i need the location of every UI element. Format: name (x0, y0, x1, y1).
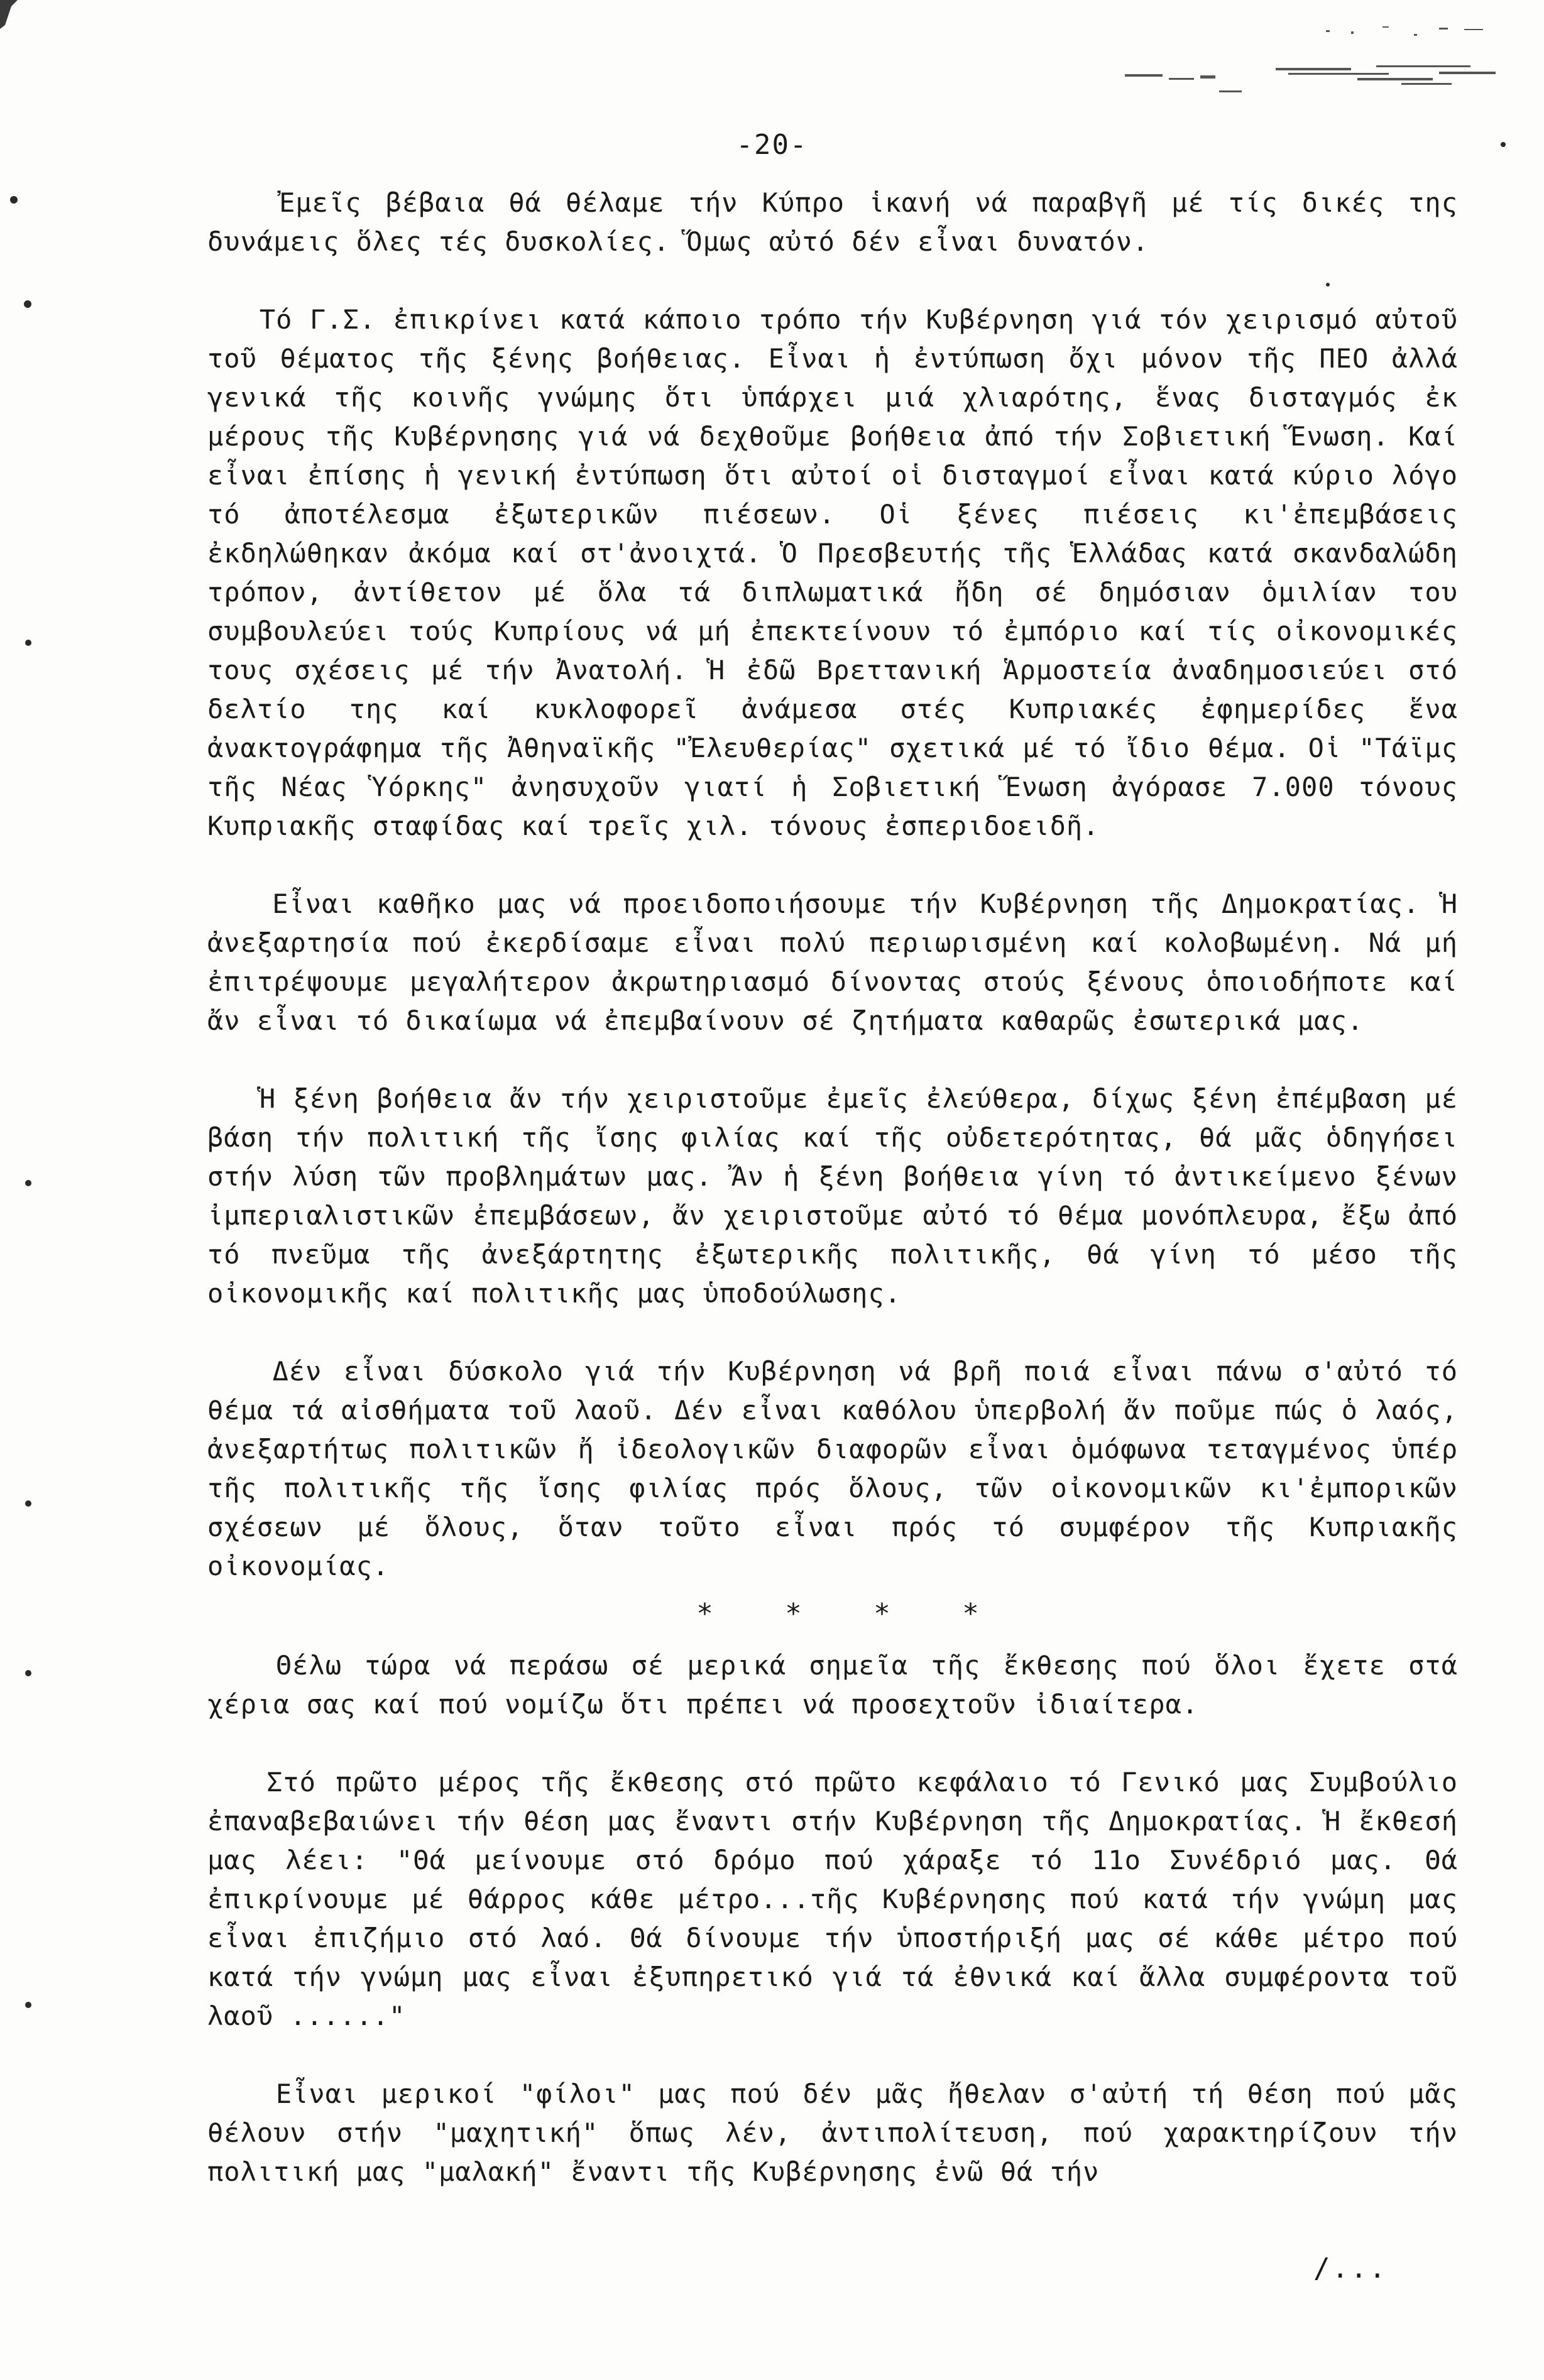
scan-corner-artifact (0, 0, 38, 38)
section-separator: * * * * (696, 1598, 1007, 1630)
scan-speck (25, 640, 31, 646)
scan-noise-artifact (1087, 13, 1508, 107)
paragraph: Εἶναι καθῆκο μας νά προειδοποιήσουμε τήν Κυβέρνηση τῆς Δημοκρατίας. Ἡ ἀνεξαρτησία πού ἐκερδίσαμε εἶναι πολύ περιωρισμένη καί κολοβωμένη. Νά μή ἐπιτρέψουμε μεγαλήτερον ἀκρωτηριασμό δίνοντας στούς ξένους ὁποιοδήποτε καί ἄν εἶναι τό δικαίωμα νά ἐπεμβαίνουν σέ ζητήματα καθαρῶς ἐσωτερικά μας. (207, 888, 1475, 1036)
paragraph: Θέλω τώρα νά περάσω σέ μερικά σημεῖα τῆς ἔκθεσης πού ὅλοι ἔχετε στά χέρια σας καί πού νομίζω ὅτι πρέπει νά προσεχτοῦν ἰδιαίτερα. (207, 1650, 1475, 1720)
scan-speck (25, 2002, 31, 2008)
paragraph: Εἶναι μερικοί "φίλοι" μας πού δέν μᾶς ἤθελαν σ'αὐτή τή θέση πού μᾶς θέλουν στήν "μαχητική" ὅπως λέν, ἀντιπολίτευση, πού χαρακτηρίζουν τήν πολιτική μας "μαλακή" ἔναντι τῆς Κυβέρνησης ἐνῶ θά τήν (207, 2078, 1475, 2187)
paragraph: Δέν εἶναι δύσκολο γιά τήν Κυβέρνηση νά βρῆ ποιά εἶναι πάνω σ'αὐτό τό θέμα τά αἰσθήματα τοῦ λαοῦ. Δέν εἶναι καθόλου ὑπερβολή ἄν ποῦμε πώς ὁ λαός, ἀνεξαρτήτως πολιτικῶν ἤ ἰδεολογικῶν διαφορῶν εἶναι ὁμόφωνα τεταγμένος ὑπέρ τῆς πολιτικῆς τῆς ἴσης φιλίας πρός ὅλους, τῶν οἰκονομικῶν κι'ἐμπορικῶν σχέσεων μέ ὅλους, ὅταν τοῦτο εἶναι πρός τό συμφέρον τῆς Κυπριακῆς οἰκονομίας. (207, 1356, 1475, 1581)
paragraph: Τό Γ.Σ. ἐπικρίνει κατά κάποιο τρόπο τήν Κυβέρνηση γιά τόν χειρισμό αὐτοῦ τοῦ θέματος τῆς ξένης βοήθειας. Εἶναι ἡ ἐντύπωση ὄχι μόνον τῆς ΠΕΟ ἀλλά γενικά τῆς κοινῆς γνώμης ὅτι ὑπάρχει μιά χλιαρότης, ἕνας δισταγμός ἐκ μέρους τῆς Κυβέρνησης γιά νά δεχθοῦμε βοήθεια ἀπό τήν Σοβιετική Ἕνωση. Καί εἶναι ἐπίσης ἡ γενική ἐντύπωση ὅτι αὐτοί οἱ δισταγμοί εἶναι κατά κύριο λόγο τό ἀποτέλεσμα ἐξωτερικῶν πιέσεων. Οἱ ξένες πιέσεις κι'ἐπεμβάσεις ἐκδηλώθηκαν ἀκόμα καί στ'ἀνοιχτά. Ὁ Πρεσβευτής τῆς Ἑλλάδας κατά σκανδαλώδη τρόπον, ἀντίθετον μέ ὅλα τά διπλωματικά ἤδη σέ δημόσιαν ὁμιλίαν του συμβουλεύει τούς Κυπρίους νά μή ἐπεκτείνουν τό ἐμπόριο καί τίς οἰκονομικές τους σχέσεις μέ τήν Ἀνατολή. Ἡ ἐδῶ Βρεττανική Ἁρμοστεία ἀναδημοσιεύει στό δελτίο της καί κυκλοφορεῖ ἀνάμεσα στές Κυπριακές ἐφημερίδες ἕνα ἀνακτογράφημα τῆς Ἀθηναϊκῆς "Ἐλευθερίας" σχετικά μέ τό ἴδιο θέμα. Οἱ "Τάϊμς τῆς Νέας Ὑόρκης" ἀνησυχοῦν γιατί ἡ Σοβιετική Ἕνωση ἀγόρασε 7.000 τόνους Κυπριακῆς σταφίδας καί τρεῖς χιλ. τόνους ἐσπεριδοειδῆ. (207, 304, 1475, 841)
scan-speck (25, 1180, 31, 1186)
scan-speck (10, 196, 18, 204)
document-body (207, 183, 1475, 2230)
paragraph: Στό πρῶτο μέρος τῆς ἔκθεσης στό πρῶτο κεφάλαιο τό Γενικό μας Συμβούλιο ἐπαναβεβαιώνει τήν θέση μας ἔναντι στήν Κυβέρνηση τῆς Δημοκρατίας. Ἡ ἔκθεσή μας λέει: "Θά μείνουμε στό δρόμο πού χάραξε τό 11ο Συνέδριό μας. Θά ἐπικρίνουμε μέ θάρρος κάθε μέτρο...τῆς Κυβέρνησης πού κατά τήν γνώμη μας εἶναι ἐπιζήμιο στό λαό. Θά δίνουμε τήν ὑποστήριξή μας σέ κάθε μέτρο πού κατά τήν γνώμη μας εἶναι ἐξυπηρετικό γιά τά ἐθνικά καί ἄλλα συμφέροντα τοῦ λαοῦ ......" (207, 1767, 1475, 2031)
scan-speck (25, 1500, 31, 1507)
page-number: -20- (736, 129, 808, 161)
scan-speck (25, 1670, 31, 1676)
scan-speck (24, 300, 31, 308)
paragraph: Ἡ ξένη βοήθεια ἄν τήν χειριστοῦμε ἐμεῖς ἐλεύθερα, δίχως ξένη ἐπέμβαση μέ βάση τήν πολιτική τῆς ἴσης φιλίας καί τῆς οὐδετερότητας, θά μᾶς ὁδηγήσει στήν λύση τῶν προβλημάτων μας. Ἄν ἡ ξένη βοήθεια γίνη τό ἀντικείμενο ξένων ἰμπεριαλιστικῶν ἐπεμβάσεων, ἄν χειριστοῦμε αὐτό τό θέμα μονόπλευρα, ἔξω ἀπό τό πνεῦμα τῆς ἀνεξάρτητης ἐξωτερικῆς πολιτικῆς, θά γίνη τό μέσο τῆς οἰκονομικῆς καί πολιτικῆς μας ὑποδούλωσης. (207, 1083, 1475, 1309)
continuation-mark: /... (1313, 2252, 1388, 2284)
paragraph: Ἐμεῖς βέβαια θά θέλαμε τήν Κύπρο ἱκανή νά παραβγῆ μέ τίς δικές της δυνάμεις ὅλες τές δυσκολίες. Ὅμως αὐτό δέν εἶναι δυνατόν. (207, 187, 1475, 257)
